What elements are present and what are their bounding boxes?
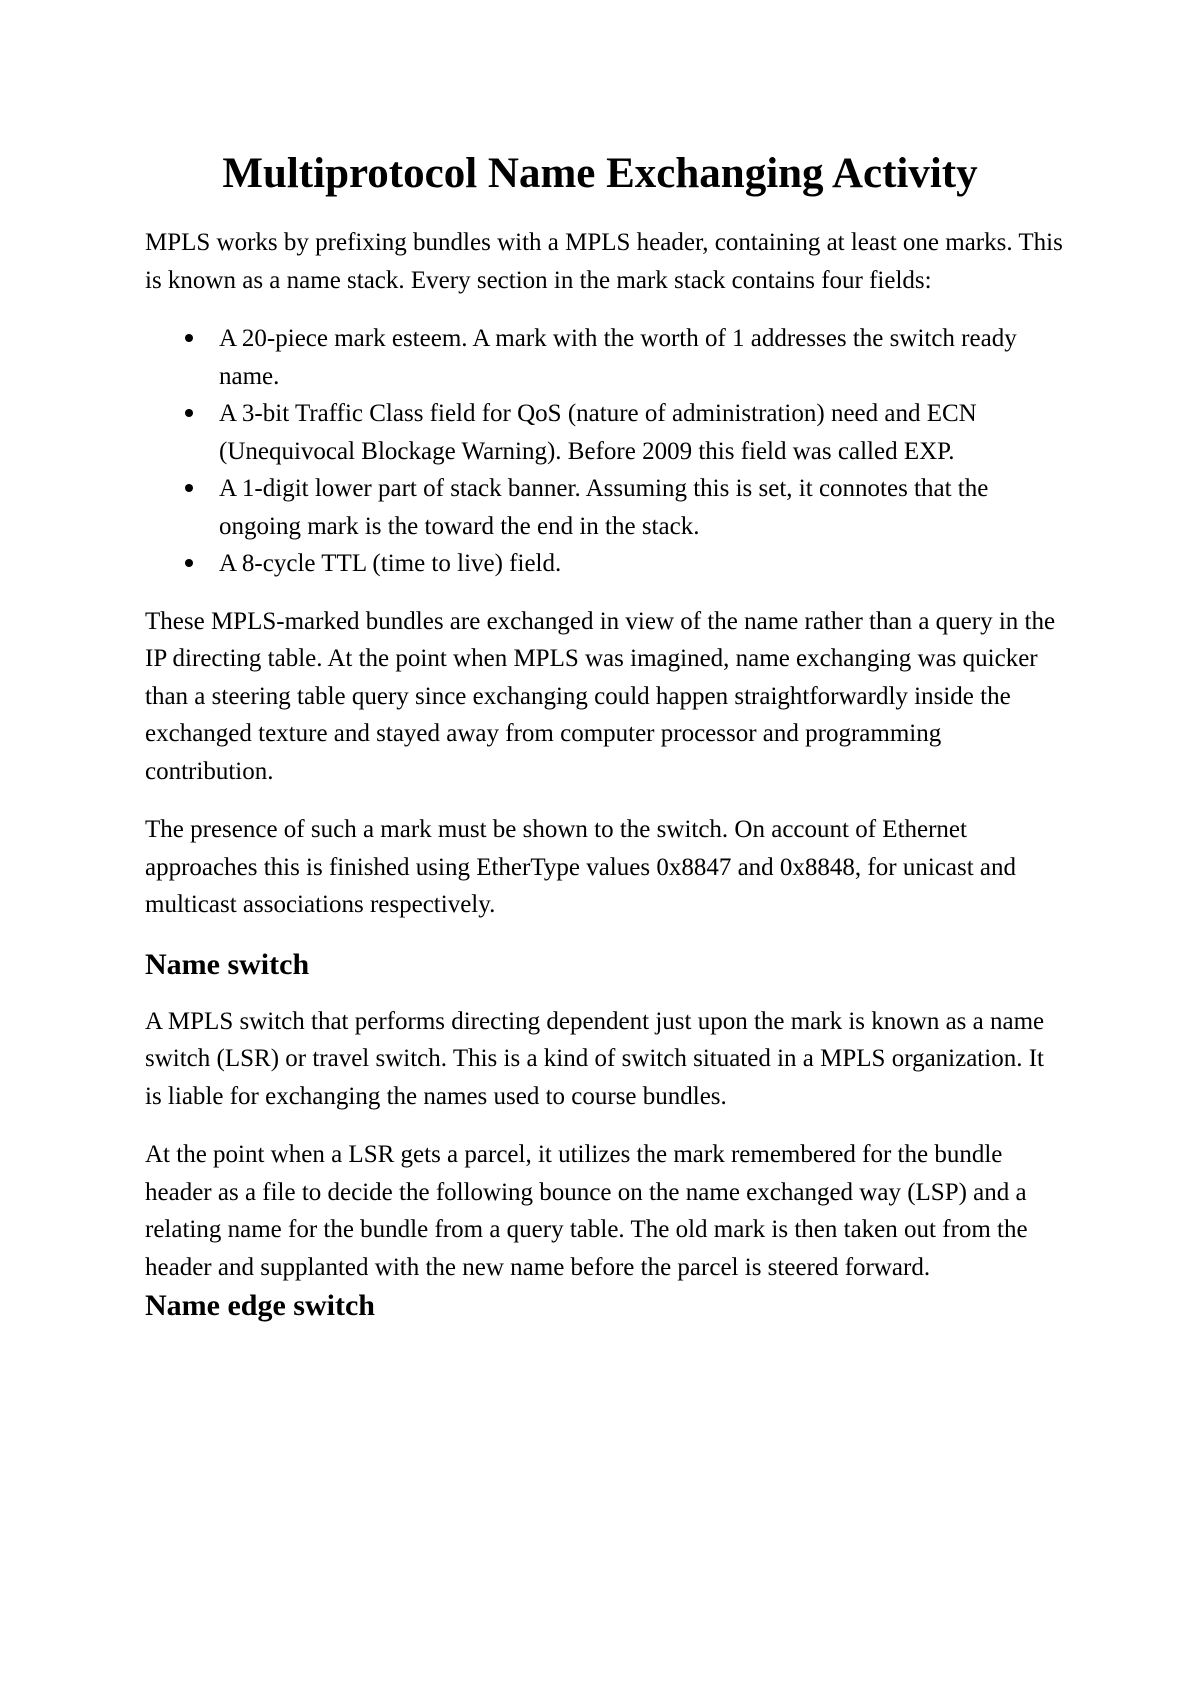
list-item: A 8-cycle TTL (time to live) field. xyxy=(145,545,1065,583)
body-paragraph: These MPLS-marked bundles are exchanged in view of the name rather than a query in the IP directing table. At the point when MPLS was imagined, name exchanging was quicker than a steering table query since exchanging could happen straightforwardly inside the exchanged texture and stayed away from computer processor and programming contribution. xyxy=(145,607,1056,785)
list-item: A 1-digit lower part of stack banner. Assuming this is set, it connotes that the ongoing mark is the toward the end in the stack. xyxy=(145,470,1065,545)
list-item: A 3-bit Traffic Class field for QoS (nature of administration) need and ECN (Unequivocal Blockage Warning). Before 2009 this field was called EXP. xyxy=(145,395,1065,470)
document-body xyxy=(145,224,1065,1344)
intro-paragraph: MPLS works by prefixing bundles with a MPLS header, containing at least one marks. This is known as a name stack. Every section in the mark stack contains four fields: xyxy=(145,229,1063,294)
fields-list xyxy=(145,320,1065,583)
body-paragraph: A MPLS switch that performs directing dependent just upon the mark is known as a name switch (LSR) or travel switch. This is a kind of switch situated in a MPLS organization. It is liable for exchanging the names used to course bundles. xyxy=(145,1007,1045,1110)
section-heading-name-switch: Name switch xyxy=(145,947,310,981)
page-title: Multiprotocol Name Exchanging Activity xyxy=(222,150,978,197)
section-heading-name-edge-switch: Name edge switch xyxy=(145,1289,375,1322)
body-paragraph: The presence of such a mark must be shown to the switch. On account of Ethernet approaches this is finished using EtherType values 0x8847 and 0x8848, for unicast and multicast associations respectively. xyxy=(145,816,1016,918)
body-paragraph: At the point when a LSR gets a parcel, it utilizes the mark remembered for the bundle header as a file to decide the following bounce on the name exchanged way (LSP) and a relating name for the bundle from a query table. The old mark is then taken out from the header and supplanted with the new name before the parcel is steered forward. xyxy=(145,1141,1028,1281)
list-item: A 20-piece mark esteem. A mark with the worth of 1 addresses the switch ready name. xyxy=(145,320,1065,395)
